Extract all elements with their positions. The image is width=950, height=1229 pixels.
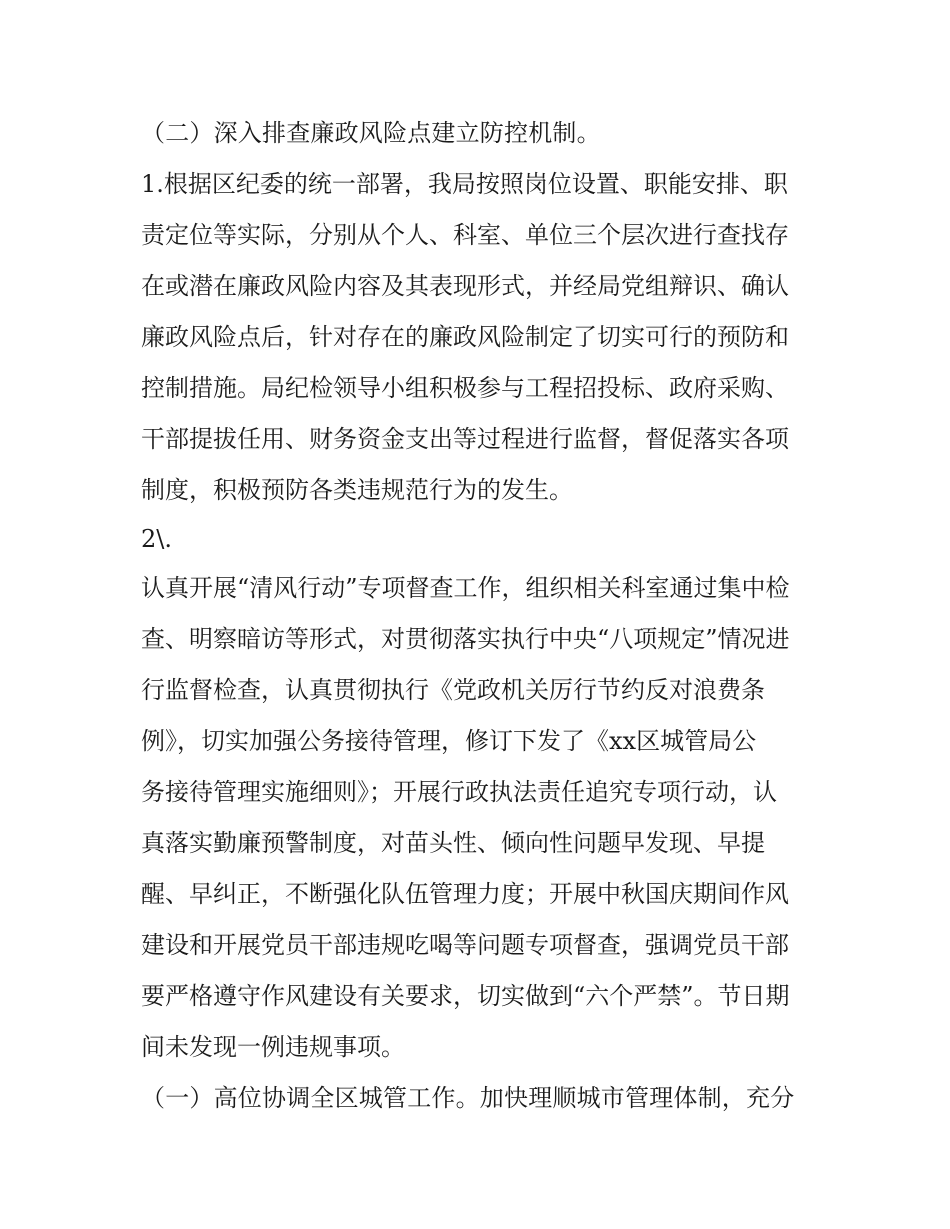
paragraph-2-line-7: 醒、早纠正，不断强化队伍管理力度；开展中秋国庆期间作风 <box>141 880 789 908</box>
paragraph-1-line-6: 干部提拔任用、财务资金支出等过程进行监督，督促落实各项 <box>141 425 789 453</box>
paragraph-2-line-1: 认真开展“清风行动”专项督查工作，组织相关科室通过集中检 <box>141 574 790 602</box>
paragraph-1-line-5: 控制措施。局纪检领导小组积极参与工程招投标、政府采购、 <box>141 374 789 402</box>
section-heading-1: （一）高位协调全区城管工作。加快理顺城市管理体制，充分 <box>141 1084 795 1112</box>
item-number-2: 2\. <box>141 525 172 553</box>
paragraph-1-line-4: 廉政风险点后，针对存在的廉政风险制定了切实可行的预防和 <box>141 323 789 351</box>
paragraph-1-line-3: 在或潜在廉政风险内容及其表现形式，并经局党组辩识、确认 <box>141 272 789 300</box>
paragraph-1-line-2: 责定位等实际，分别从个人、科室、单位三个层次进行查找存 <box>141 221 789 249</box>
paragraph-2-line-6: 真落实勤廉预警制度，对苗头性、倾向性问题早发现、早提 <box>141 829 765 857</box>
paragraph-2-line-9: 要严格遵守作风建设有关要求，切实做到“六个严禁”。节日期 <box>141 982 790 1010</box>
paragraph-2-line-3: 行监督检查，认真贯彻执行《党政机关厉行节约反对浪费条 <box>141 676 765 704</box>
paragraph-2-line-4: 例》，切实加强公务接待管理，修订下发了《xx区城管局公 <box>141 727 757 755</box>
paragraph-2-line-5: 务接待管理实施细则》；开展行政执法责任追究专项行动，认 <box>141 778 777 806</box>
paragraph-2-line-8: 建设和开展党员干部违规吃喝等问题专项督查，强调党员干部 <box>141 931 789 959</box>
section-heading-2: （二）深入排查廉政风险点建立防控机制。 <box>141 119 601 147</box>
paragraph-2-line-10: 间未发现一例违规事项。 <box>141 1033 405 1061</box>
paragraph-2-line-2: 查、明察暗访等形式，对贯彻落实执行中央“八项规定”情况进 <box>141 625 790 653</box>
document-body <box>141 108 813 1124</box>
paragraph-1-line-1: 1.根据区纪委的统一部署，我局按照岗位设置、职能安排、职 <box>141 170 788 198</box>
paragraph-1-line-7: 制度，积极预防各类违规范行为的发生。 <box>141 476 573 504</box>
